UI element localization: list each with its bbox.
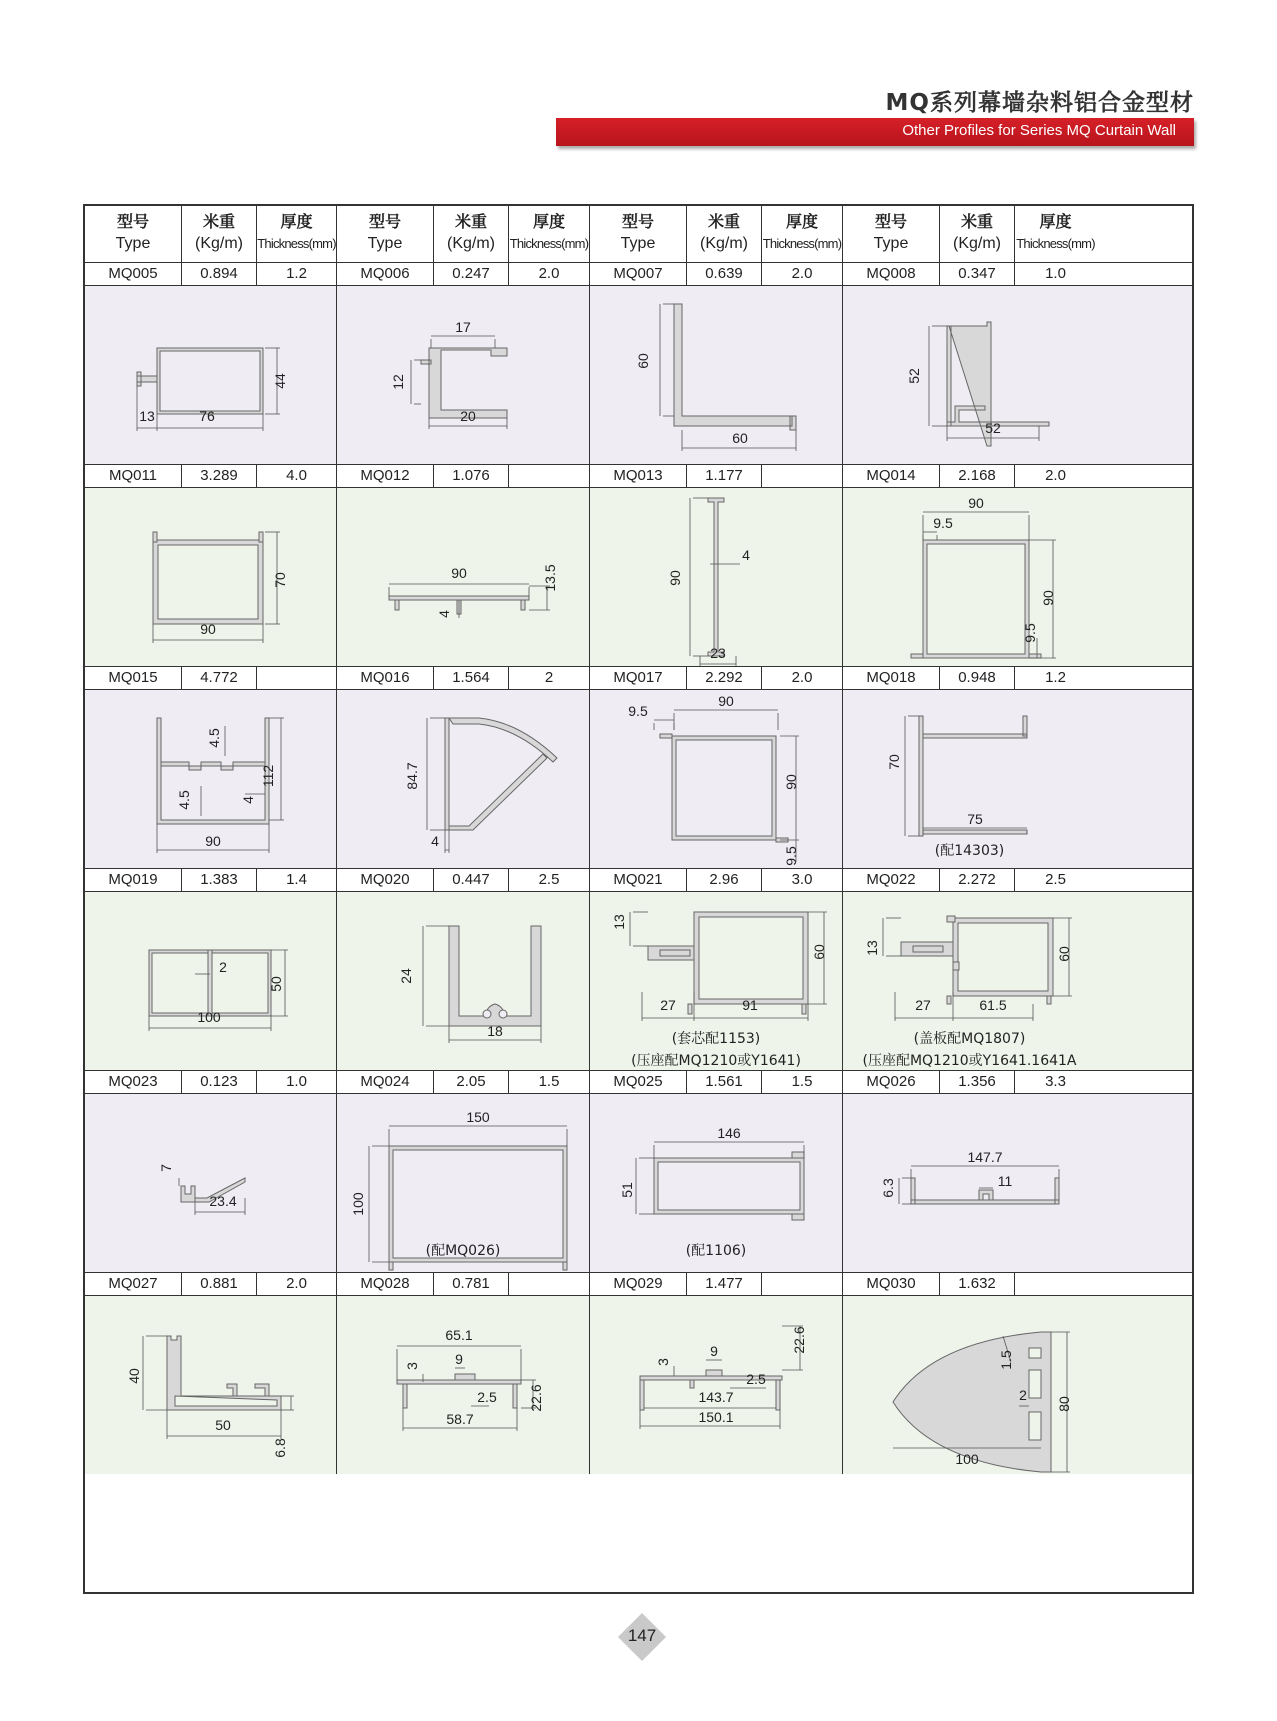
profile-cross-section: [337, 690, 590, 868]
dimension-label: 143.7: [698, 1389, 734, 1405]
profile-outline: [227, 1384, 269, 1396]
drawing-row-4: [85, 1094, 1192, 1272]
profile-thickness: 3.0: [762, 869, 843, 891]
dimension-label: 17: [455, 319, 471, 335]
profile-type: MQ014: [843, 465, 940, 487]
dimension-label: 4: [431, 833, 439, 849]
header-label-cn: 型号: [621, 212, 654, 231]
dimension-label: 13.5: [542, 564, 558, 592]
header-cell-type: [85, 206, 182, 262]
profile-outline: [397, 1374, 521, 1408]
dimension-label: 50: [215, 1417, 231, 1433]
dimension-label: 90: [200, 621, 216, 637]
profile-cross-section: [85, 892, 337, 1070]
profile-type: MQ026: [843, 1071, 940, 1093]
profile-thickness: 2: [509, 667, 590, 689]
profile-thickness: 2.5: [509, 869, 590, 891]
profile-cross-section: [590, 1296, 843, 1474]
profile-weight: 2.168: [940, 465, 1015, 487]
dimension-label: 6.3: [880, 1178, 896, 1198]
dimension-label: 12: [390, 374, 406, 390]
profile-drawing-cell: [337, 1296, 590, 1474]
dimension-label: 4: [436, 610, 452, 618]
profile-catalog-table: [83, 204, 1194, 1594]
dimension-label: 11: [997, 1173, 1013, 1189]
profile-type: MQ005: [85, 263, 182, 285]
profile-cross-section: [843, 1296, 1096, 1474]
profile-type: MQ030: [843, 1273, 940, 1295]
profile-outline: [449, 926, 541, 1026]
dimension-label: 90: [718, 693, 734, 709]
profile-outline: [208, 950, 212, 1016]
profile-drawing-cell: [590, 690, 843, 868]
header-label-cn: 厚度: [1039, 212, 1072, 231]
header-label-en: (Kg/m): [700, 235, 748, 252]
drawing-row-5: [85, 1296, 1192, 1474]
dimension-label: 75: [967, 811, 983, 827]
header-label-cn: 厚度: [785, 212, 818, 231]
dimension-label: 150.1: [698, 1409, 734, 1425]
profile-weight: 0.948: [940, 667, 1015, 689]
dimension-label: 3: [655, 1358, 671, 1366]
profile-thickness: 2.0: [762, 667, 843, 689]
profile-weight: 1.564: [434, 667, 509, 689]
dimension-label: 70: [272, 572, 288, 588]
profile-note: (套芯配1153): [671, 1031, 761, 1047]
profile-drawing-cell: [843, 488, 1096, 666]
row-info-1: [85, 464, 1192, 488]
profile-drawing-cell: [337, 488, 590, 666]
profile-drawing-cell: [337, 690, 590, 868]
header-label-cn: 厚度: [280, 212, 313, 231]
dimension-label: 9: [455, 1351, 463, 1367]
dimension-label: 146: [717, 1125, 741, 1141]
dimension-label: 147.7: [967, 1149, 1003, 1165]
profile-thickness: 2.0: [762, 263, 843, 285]
header-cell-type: [843, 206, 940, 262]
profile-thickness: [762, 465, 843, 487]
profile-drawing-cell: [843, 286, 1096, 464]
profile-weight: 1.477: [687, 1273, 762, 1295]
profile-outline: [648, 946, 694, 960]
profile-drawing-cell: [337, 1094, 590, 1272]
header-label-cn: 型号: [116, 212, 149, 231]
header-label-en: (Kg/m): [447, 235, 495, 252]
header-cell-weight: [687, 206, 762, 262]
dimension-label: 60: [811, 944, 827, 960]
dimension-label: 70: [886, 754, 902, 770]
profile-outline: [654, 1158, 804, 1214]
profile-thickness: 1.5: [509, 1071, 590, 1093]
profile-weight: 2.96: [687, 869, 762, 891]
profile-drawing-cell: [85, 892, 337, 1070]
profile-drawing-cell: [85, 286, 337, 464]
header-label-en: (Kg/m): [953, 235, 1001, 252]
profile-cross-section: [85, 690, 337, 868]
profile-type: MQ007: [590, 263, 687, 285]
profile-type: MQ006: [337, 263, 434, 285]
dimension-label: 51: [619, 1182, 635, 1198]
header-label-cn: 米重: [707, 212, 740, 231]
header-label-en: (Kg/m): [195, 235, 243, 252]
profile-outline: [167, 1336, 281, 1410]
profile-cross-section: [843, 286, 1096, 464]
title-banner: [556, 118, 1194, 146]
profile-drawing-cell: [843, 1296, 1096, 1474]
profile-thickness: 1.2: [257, 263, 337, 285]
dimension-label: 84.7: [404, 762, 420, 790]
profile-type: MQ011: [85, 465, 182, 487]
header-cell-weight: [182, 206, 257, 262]
dimension-label: 58.7: [446, 1411, 474, 1427]
drawing-row-0: [85, 286, 1192, 464]
profile-thickness: 2.0: [1045, 467, 1066, 484]
profile-weight: 1.177: [687, 465, 762, 487]
profile-type: MQ025: [590, 1071, 687, 1093]
dimension-label: 65.1: [445, 1327, 473, 1343]
dimension-label: 22.6: [528, 1384, 544, 1412]
profile-thickness: 4.0: [257, 465, 337, 487]
header-label-cn: 米重: [960, 212, 993, 231]
dimension-label: 23.4: [209, 1193, 237, 1209]
dimension-label: 44: [272, 373, 288, 389]
profile-outline: [708, 498, 724, 656]
header-label-en: Thickness(mm): [257, 236, 336, 251]
header-cell-weight: [434, 206, 509, 262]
header-label-cn: 米重: [454, 212, 487, 231]
dimension-label: 1.5: [998, 1350, 1014, 1370]
profile-weight: 4.772: [182, 667, 257, 689]
profile-drawing-cell: [590, 892, 843, 1070]
profile-weight: 0.447: [434, 869, 509, 891]
profile-outline: [157, 348, 263, 414]
dimension-label: 150: [466, 1109, 490, 1125]
profile-note: (配1106): [685, 1243, 747, 1259]
dimension-label: 13: [139, 408, 155, 424]
profile-weight: 1.076: [434, 465, 509, 487]
profile-thickness: 2.0: [509, 263, 590, 285]
dimension-label: 7: [158, 1164, 174, 1172]
row-info-3: [85, 868, 1192, 892]
dimension-label: 61.5: [979, 997, 1007, 1013]
profile-weight: 0.247: [434, 263, 509, 285]
header-label-cn: 厚度: [532, 212, 565, 231]
profile-note: (配14303): [934, 843, 1005, 859]
profile-drawing-cell: [85, 1094, 337, 1272]
profile-thickness: 1.0: [1045, 265, 1066, 282]
profile-thickness: [509, 465, 590, 487]
dimension-label: 4: [240, 796, 256, 804]
profile-cross-section: [590, 286, 843, 464]
drawing-row-1: [85, 488, 1192, 666]
profile-type: MQ020: [337, 869, 434, 891]
header-label-en: Type: [367, 235, 403, 252]
profile-thickness: [509, 1273, 590, 1295]
profile-drawing-cell: [85, 1296, 337, 1474]
dimension-label: 20: [460, 408, 476, 424]
profile-type: MQ017: [590, 667, 687, 689]
header-label-en: Type: [620, 235, 656, 252]
header-cell-thickness: [509, 206, 590, 262]
profile-cross-section: [590, 488, 843, 666]
profile-outline: [153, 540, 263, 624]
dimension-label: 9.5: [1022, 623, 1038, 643]
profile-weight: 3.289: [182, 465, 257, 487]
profile-weight: 0.894: [182, 263, 257, 285]
profile-outline: [674, 304, 796, 430]
dimension-label: 90: [783, 774, 799, 790]
profile-drawing-cell: [590, 488, 843, 666]
profile-weight: 2.272: [940, 869, 1015, 891]
profile-weight: 0.639: [687, 263, 762, 285]
profile-cross-section: [337, 892, 590, 1070]
profile-outline: [445, 718, 557, 830]
header-cell-type: [337, 206, 434, 262]
profile-drawing-cell: [85, 488, 337, 666]
profile-drawing-cell: [590, 1094, 843, 1272]
profile-note: (配MQ026): [425, 1243, 501, 1259]
dimension-label: 60: [1056, 946, 1072, 962]
header-label-en: Thickness(mm): [509, 236, 589, 251]
dimension-label: 60: [732, 430, 748, 446]
dimension-label: 4.5: [176, 790, 192, 810]
profile-thickness: 1.4: [257, 869, 337, 891]
profile-type: MQ024: [337, 1071, 434, 1093]
profile-weight: 1.356: [940, 1071, 1015, 1093]
dimension-label: 90: [205, 833, 221, 849]
dimension-label: 91: [742, 997, 758, 1013]
profile-weight: 1.561: [687, 1071, 762, 1093]
dimension-label: 90: [968, 495, 984, 511]
profile-outline: [901, 916, 959, 970]
drawing-row-2: [85, 690, 1192, 868]
page-number: [617, 1612, 667, 1662]
dimension-label: 90: [667, 570, 683, 586]
profile-type: MQ027: [85, 1273, 182, 1295]
profile-drawing-cell: [590, 286, 843, 464]
dimension-label: 9.5: [933, 515, 953, 531]
profile-type: MQ016: [337, 667, 434, 689]
dimension-label: 13: [864, 940, 880, 956]
profile-drawing-cell: [590, 1296, 843, 1474]
profile-outline: [389, 1262, 567, 1270]
page-title-cn: MQ系列幕墙杂料铝合金型材: [885, 90, 1194, 116]
dimension-label: 6.8: [272, 1438, 288, 1458]
header-label-cn: 型号: [874, 212, 907, 231]
profile-drawing-cell: [843, 892, 1096, 1070]
profile-outline: [953, 918, 1053, 996]
table-header: [85, 206, 1192, 262]
dimension-label: 2: [219, 959, 227, 975]
row-info-0: [85, 262, 1192, 286]
profile-weight: 2.292: [687, 667, 762, 689]
profile-type: MQ019: [85, 869, 182, 891]
profile-outline: [137, 372, 157, 386]
dimension-label: 52: [906, 368, 922, 384]
profile-type: MQ012: [337, 465, 434, 487]
header-cell-thickness: [257, 206, 337, 262]
profile-type: MQ022: [843, 869, 940, 891]
profile-weight: 0.881: [182, 1273, 257, 1295]
dimension-label: 23: [710, 645, 726, 661]
header-cell-type: [590, 206, 687, 262]
dimension-label: 22.6: [791, 1326, 807, 1354]
profile-type: MQ008: [843, 263, 940, 285]
profile-weight: 1.383: [182, 869, 257, 891]
profile-drawing-cell: [337, 286, 590, 464]
profile-thickness: [257, 667, 337, 689]
profile-cross-section: [85, 1296, 337, 1474]
profile-weight: 2.05: [434, 1071, 509, 1093]
profile-thickness: 1.2: [1045, 669, 1066, 686]
profile-outline: [911, 1178, 1059, 1204]
page-title-en: Other Profiles for Series MQ Curtain Wall: [902, 122, 1176, 139]
profile-type: MQ015: [85, 667, 182, 689]
profile-note: (盖板配MQ1807): [913, 1031, 1026, 1047]
profile-cross-section: [85, 1094, 337, 1272]
profile-cross-section: [85, 488, 337, 666]
header-label-en: Thickness(mm): [1016, 236, 1095, 251]
dimension-label: 60: [635, 353, 651, 369]
profile-thickness: 1.0: [257, 1071, 337, 1093]
dimension-label: 18: [487, 1023, 503, 1039]
dimension-label: 40: [126, 1368, 142, 1384]
header-label-cn: 米重: [202, 212, 235, 231]
dimension-label: 52: [985, 420, 1001, 436]
dimension-label: 3: [404, 1362, 420, 1370]
header-label-en: Type: [115, 235, 151, 252]
dimension-label: 2: [1019, 1387, 1027, 1403]
dimension-label: 24: [398, 968, 414, 984]
row-info-4: [85, 1070, 1192, 1094]
dimension-label: 100: [350, 1192, 366, 1216]
profile-weight: 1.632: [940, 1273, 1015, 1295]
profile-cross-section: [843, 488, 1096, 666]
profile-outline: [672, 736, 776, 840]
profile-outline: [660, 734, 788, 842]
profile-thickness: 2.0: [257, 1273, 337, 1295]
dimension-label: 80: [1056, 1396, 1072, 1412]
dimension-label: 4: [742, 547, 750, 563]
profile-note: (压座配MQ1210或Y1641.1641A: [862, 1053, 1077, 1069]
dimension-label: 13: [611, 914, 627, 930]
dimension-label: 9.5: [783, 846, 799, 866]
profile-type: MQ028: [337, 1273, 434, 1295]
dimension-label: 112: [260, 764, 276, 788]
header-label-en: Thickness(mm): [762, 236, 842, 251]
profile-drawing-cell: [85, 690, 337, 868]
dimension-label: 90: [1040, 590, 1056, 606]
dimension-label: 9: [710, 1343, 718, 1359]
row-info-2: [85, 666, 1192, 690]
profile-cross-section: [337, 1296, 590, 1474]
dimension-label: 100: [197, 1009, 221, 1025]
profile-type: MQ013: [590, 465, 687, 487]
profile-thickness: 3.3: [1045, 1073, 1066, 1090]
dimension-label: 90: [451, 565, 467, 581]
profile-thickness: 2.5: [1045, 871, 1066, 888]
profile-cross-section: [85, 286, 337, 464]
profile-note: (压座配MQ1210或Y1641): [631, 1053, 801, 1069]
profile-type: MQ029: [590, 1273, 687, 1295]
profile-type: MQ021: [590, 869, 687, 891]
profile-outline: [694, 912, 808, 1004]
dimension-label: 2.5: [746, 1371, 766, 1387]
profile-drawing-cell: [843, 690, 1096, 868]
header-cell-weight: [940, 206, 1015, 262]
profile-thickness: 1.5: [762, 1071, 843, 1093]
row-info-5: [85, 1272, 1192, 1296]
profile-drawing-cell: [337, 892, 590, 1070]
dimension-label: 9.5: [628, 703, 648, 719]
profile-thickness: [762, 1273, 843, 1295]
profile-slot: [483, 1010, 491, 1018]
dimension-label: 27: [660, 997, 676, 1013]
dimension-label: 2.5: [477, 1389, 497, 1405]
page-number-text: 147: [627, 1626, 657, 1645]
dimension-label: 27: [915, 997, 931, 1013]
profile-outline: [923, 540, 1029, 658]
drawing-row-3: [85, 892, 1192, 1070]
profile-drawing-cell: [843, 1094, 1096, 1272]
dimension-label: 100: [955, 1451, 979, 1467]
profile-weight: 0.123: [182, 1071, 257, 1093]
profile-weight: 0.781: [434, 1273, 509, 1295]
profile-cross-section: [843, 1094, 1096, 1272]
profile-type: MQ018: [843, 667, 940, 689]
header-cell-thickness: [762, 206, 843, 262]
profile-thickness: [1015, 1273, 1096, 1295]
dimension-label: 50: [268, 976, 284, 992]
profile-cross-section: [337, 488, 590, 666]
profile-cross-section: [337, 286, 590, 464]
profile-weight: 0.347: [940, 263, 1015, 285]
header-label-cn: 型号: [368, 212, 401, 231]
profile-slot: [499, 1010, 507, 1018]
header-cell-thickness: [1015, 206, 1096, 262]
dimension-label: 76: [199, 408, 215, 424]
header-label-en: Type: [873, 235, 909, 252]
profile-type: MQ023: [85, 1071, 182, 1093]
profile-cross-section: [590, 690, 843, 868]
dimension-label: 4.5: [206, 728, 222, 748]
